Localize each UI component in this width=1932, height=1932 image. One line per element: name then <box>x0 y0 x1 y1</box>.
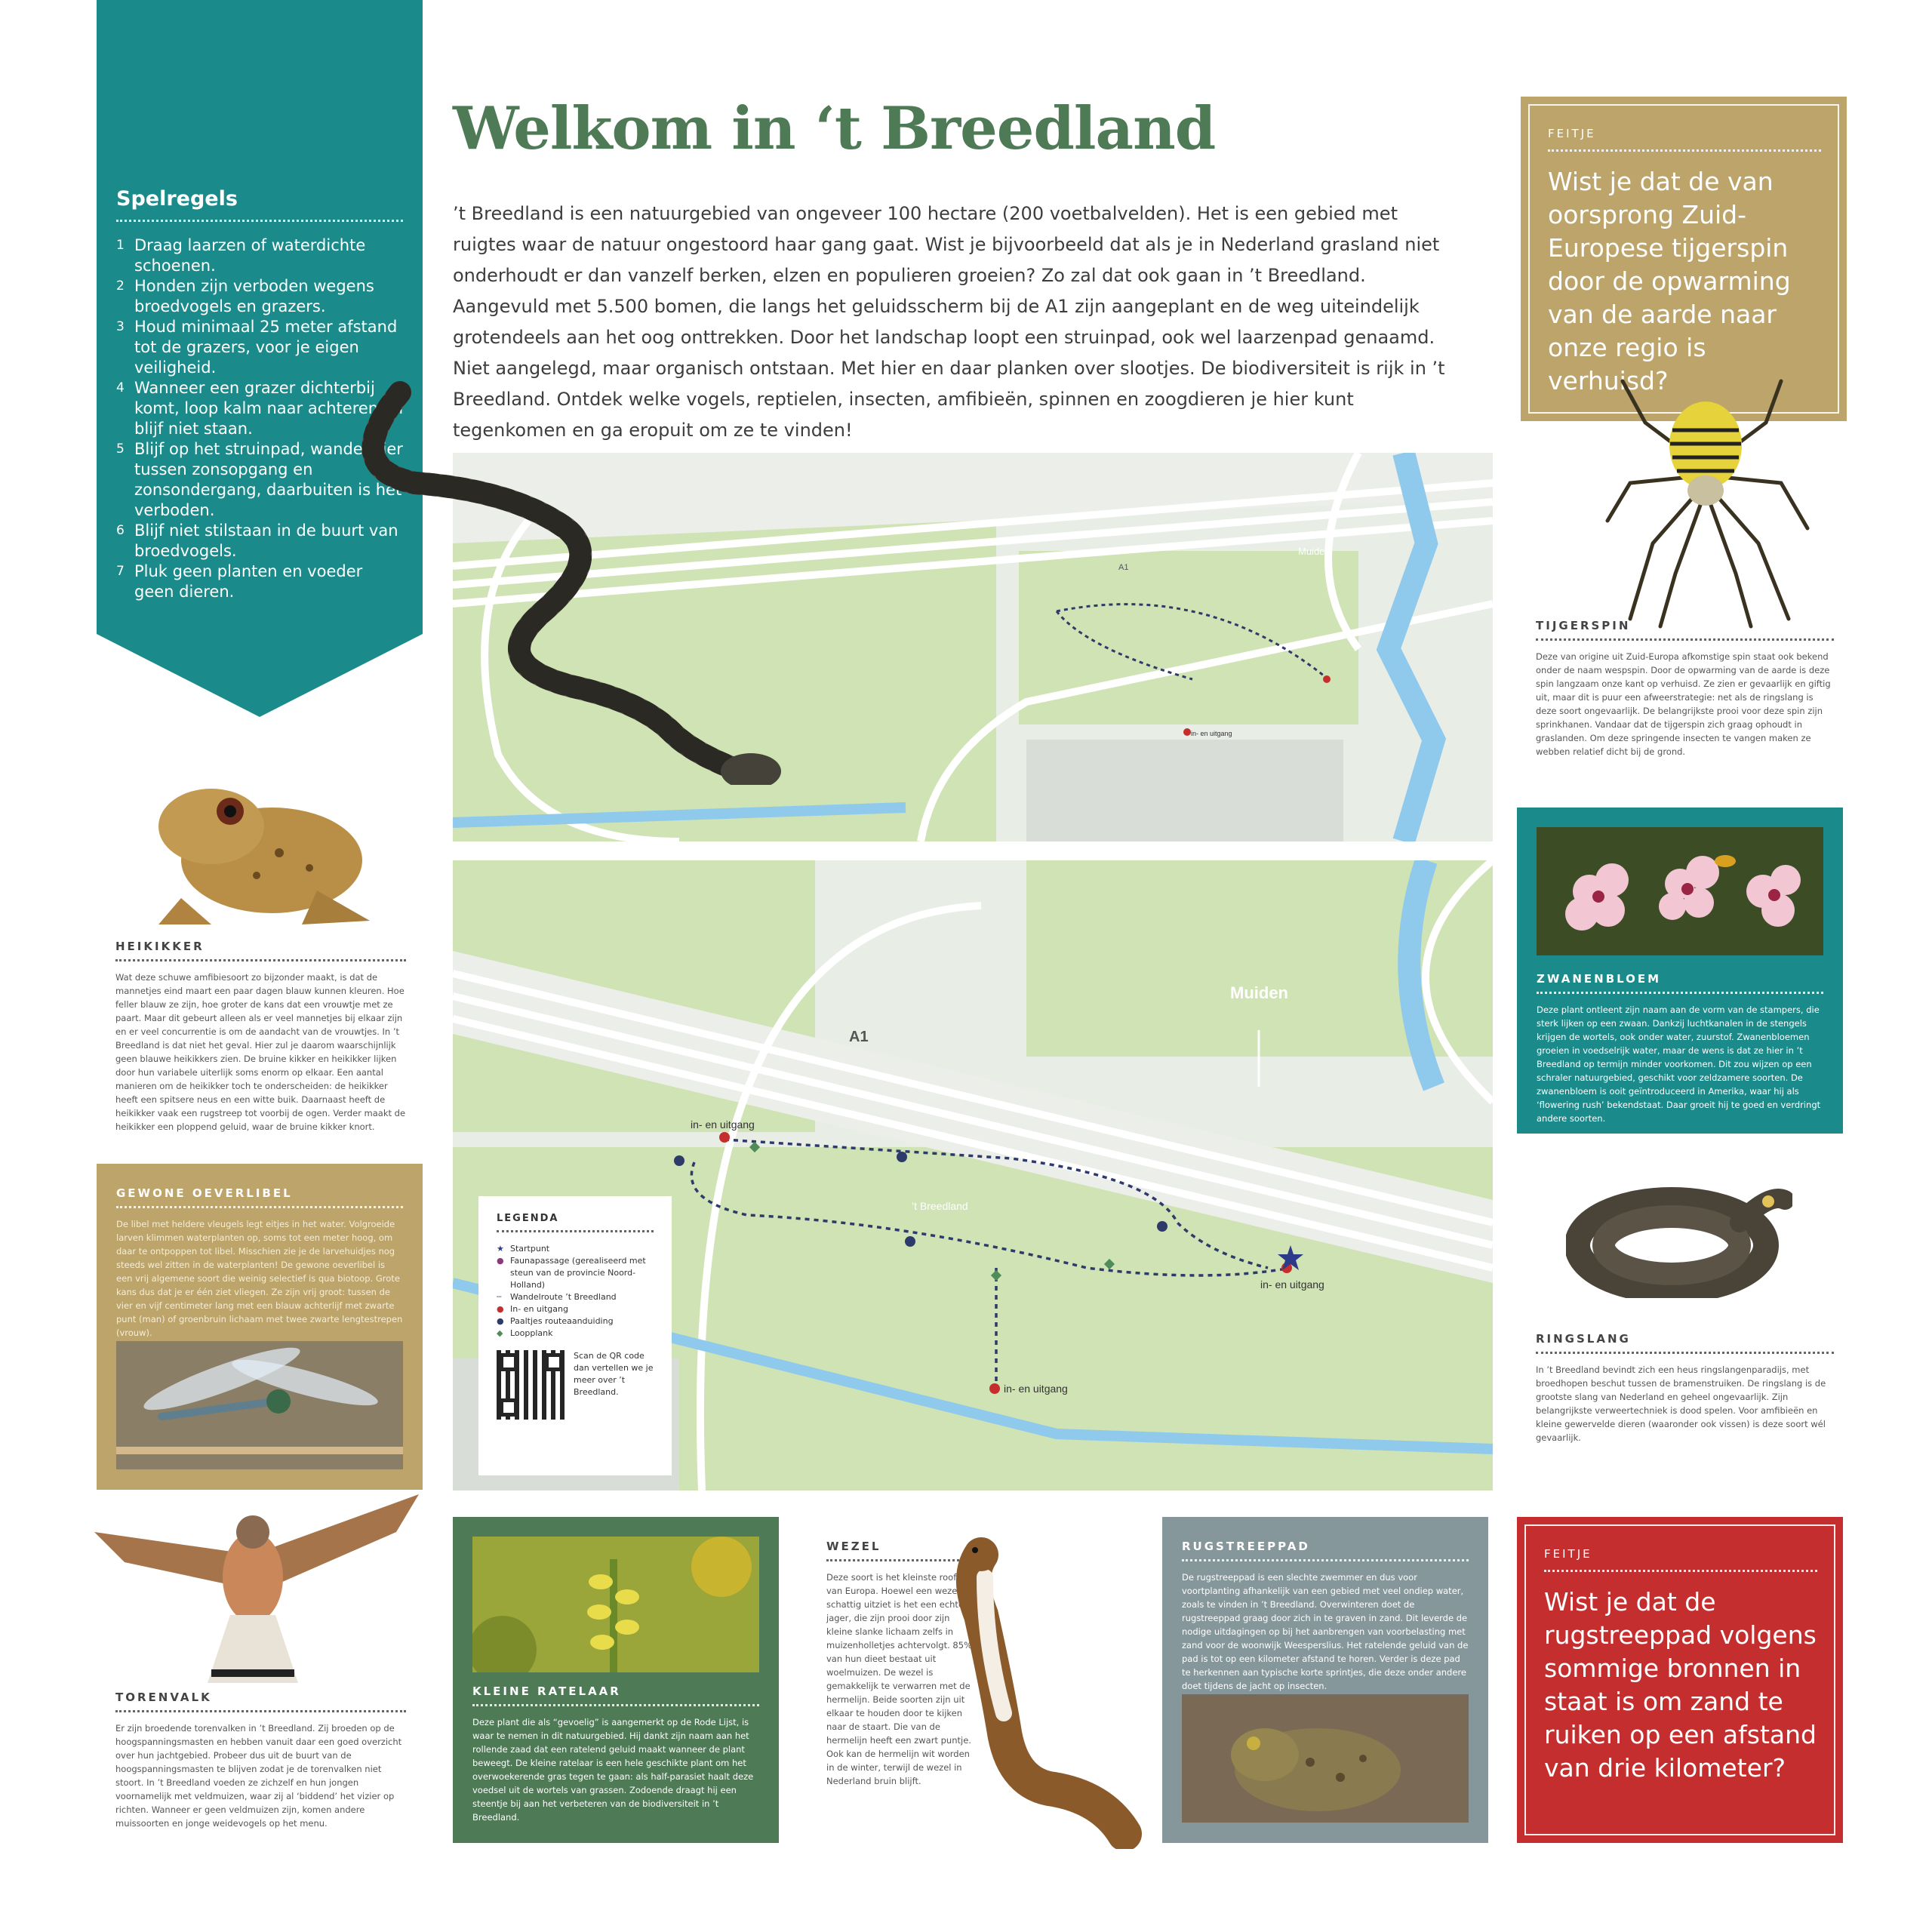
ringslang-title: RINGSLANG <box>1536 1332 1834 1354</box>
rule-item <box>116 276 403 317</box>
tijgerspin-image <box>1600 377 1811 634</box>
rule-item <box>116 235 403 276</box>
ringslang-text: In ’t Breedland bevindt zich een heus ringslangenparadijs, met broedhopen beschut tussen de bramenstruiken. De ringslang is de grootste slang van Nederland en geheel ongevaarlijk. Zijn belangrijkste verweertechniek is dood spelen. Voor amfibieën en kleine gewervelde dieren (waaronder ook vissen) is deze soort wél gevaarlijk. <box>1536 1364 1826 1443</box>
snake-image <box>355 377 928 785</box>
rule-number: 3 <box>116 319 125 334</box>
oeverlibel-box <box>97 1164 423 1490</box>
fact2-text: Wist je dat de rugstreeppad volgens sommige bronnen in staat is om zand te ruiken op een afstand van drie kilometer? <box>1544 1587 1817 1783</box>
wezel-title: WEZEL <box>826 1540 977 1561</box>
detail-map-entry-north: in- en uitgang <box>691 1118 755 1131</box>
rule-text: Blijf niet stilstaan in de buurt van broedvogels. <box>134 521 398 560</box>
rugstreeppad-image <box>1182 1694 1469 1823</box>
torenvalk-title: TORENVALK <box>115 1690 406 1712</box>
ringslang-image <box>1566 1162 1792 1298</box>
torenvalk-image <box>79 1472 426 1690</box>
torenvalk-text: Er zijn broedende torenvalken in ’t Breedland. Zij broeden op de hoogspanningsmasten en hebben vanuit daar een goed overzicht over hun jachtgebied. Probeer dus uit de buurt van de hoogspanningsmasten te blijven zodat je de torenvalken niet stoort. In ’t Breedland voeden ze zichzelf en hun jongen voornamelijk met veldmuizen, waar zij al ‘biddend’ het vizier op richten. Wanneer er geen veldmuizen zijn, komen andere muissoorten en jonge weidevogels op het menu. <box>115 1723 402 1829</box>
rule-text: Pluk geen planten en voeder geen dieren. <box>134 562 363 601</box>
legend-label: Loopplank <box>510 1328 553 1338</box>
legend-item <box>497 1291 654 1303</box>
overview-map-muiden-label: Muiden <box>1298 546 1331 557</box>
oeverlibel-image <box>116 1341 403 1469</box>
rule-number: 6 <box>116 523 125 538</box>
tijgerspin-title: TIJGERSPIN <box>1536 619 1834 641</box>
legend-symbol-icon: ● <box>497 1256 504 1266</box>
fact1-label: FEITJE <box>1548 127 1821 152</box>
rule-number: 2 <box>116 278 125 294</box>
detail-map-area-label: ’t Breedland <box>912 1200 968 1212</box>
fact1-text: Wist je dat de van oorsprong Zuid-Europese tijgerspin door de opwarming van de aarde naar onze regio is verhuisd? <box>1548 167 1791 395</box>
rule-text: Wanneer een grazer dichterbij komt, loop kalm naar achteren en blijf niet staan. <box>134 379 404 438</box>
map-legend <box>478 1196 672 1475</box>
fact-box-2 <box>1517 1517 1843 1843</box>
fact-box-1 <box>1521 97 1847 421</box>
rule-text: Houd minimaal 25 meter afstand tot de grazers, voor je eigen veiligheid. <box>134 318 398 377</box>
oeverlibel-text: De libel met heldere vleugels legt eitjes in het water. Volgroeide larven klimmen waterplanten op, soms tot een meter hoog, om daar te ontpoppen tot libel. Misschien zie je de larvehuidjes nog steeds wel zitten in de waterplanten! De gewone oeverlibel is een vrij algemene soort die weinig selectief is qua biotoop. Grote kans dus dat je er één ziet vliegen. Ze zijn vrij groot: tussen de vier en vijf centimeter lang met een blauw achterlijf met zwarte punt (man) of groenbruin lichaam met twee zwarte lengtestrepen (vrouw). <box>116 1219 403 1338</box>
legend-label: In- en uitgang <box>510 1304 568 1314</box>
legend-label: Startpunt <box>510 1244 550 1254</box>
legend-title: LEGENDA <box>497 1213 654 1232</box>
rule-item <box>116 317 403 378</box>
legend-item <box>497 1243 654 1255</box>
detail-map-entry-east: in- en uitgang <box>1260 1278 1324 1291</box>
overview-map-entry-label: in- en uitgang <box>1191 730 1232 737</box>
rule-text: Honden zijn verboden wegens broedvogels en grazers. <box>134 277 374 315</box>
legend-symbol-icon: ◆ <box>497 1328 503 1338</box>
detail-map-muiden-label: Muiden <box>1230 983 1288 1002</box>
rule-text: Draag laarzen of waterdichte schoenen. <box>134 236 366 275</box>
zwanenbloem-text: Deze plant ontleent zijn naam aan de vorm van de stampers, die sterk lijken op een zwaan. Dankzij luchtkanalen in de stengels krijgen de wortels, ook onder water, zuurstof. Zwanenbloemen groeien in voedselrijk water, maar de wens is dat ze hier in ’t Breedland op termijn minder voorkomen. Dit zou wijzen op een schraler natuurgebied, geschikt voor zeldzamere soorten. De zwanenbloem is ooit geïntroduceerd in Amerika, waar hij als ‘flowering rush’ bekendstaat. Daar groeit hij te goed en verdringt andere soorten. <box>1537 1004 1821 1124</box>
rugstreeppad-text: De rugstreeppad is een slechte zwemmer en dus voor voortplanting afhankelijk van een gebied met veel ondiep water, zoals te vinden in ’t Breedland. Overwinteren doet de rugstreeppad graag door zich in te graven in zand. Dit leverde de nodige uitdagingen op bij het aanbrengen van voorbelasting met zand voor de woonwijk Weesperslius. Het ratelende geluid van de pad is tot op een kilometer afstand te horen. Verder is deze pad te herkennen aan typische korte sprintjes, die deze onder andere doet tijdens de jacht op insecten. <box>1182 1572 1469 1691</box>
rule-number: 5 <box>116 441 125 457</box>
legend-label: Paaltjes routeaanduiding <box>510 1316 614 1326</box>
rugstreeppad-title: RUGSTREEPPAD <box>1182 1540 1469 1561</box>
legend-item <box>497 1255 654 1291</box>
heikikker-text: Wat deze schuwe amfibiesoort zo bijzonder maakt, is dat de mannetjes eind maart een paar dagen blauw kunnen kleuren. Hoe feller blauw ze zijn, hoe groter de kans dat een vrouwtje met ze paart. Maar dit gebeurt alleen als er veel mannetjes bij elkaar zijn en er veel concurrentie is om de aandacht van de vrouwtjes. In ’t Breedland is dat niet het geval. Hier zul je daarom waarschijnlijk geen blauwe heikikkers zien. De bruine kikker en heikikker lijken door hun variabele uiterlijk soms enorm op elkaar. Een aantal manieren om de heikikker toch te onderscheiden: de heikikker heeft een spitsere neus en een witte buik. Daarnaast heeft de heikikker vaak een rugstreep tot voorbij de ogen. Verder maakt de heikikker een ploppend geluid, waar de bruine kikker knort. <box>115 972 406 1132</box>
legend-label: Wandelroute ’t Breedland <box>510 1292 617 1302</box>
fact2-label: FEITJE <box>1544 1547 1817 1572</box>
legend-item <box>497 1315 654 1327</box>
wezel-text: Deze soort is het kleinste roofdier van Europa. Hoewel een wezel er schattig uitziet is het een echte jager, die zijn prooi door zijn kleine slanke lichaam zelfs in muizenholletjes achtervolgt. 85% van hun dieet bestaat uit woelmuizen. De wezel is gemakkelijk te verwarren met de hermelijn. Beide soorten zijn uit elkaar te houden door te kijken naar de staart. Die van de hermelijn heeft een zwart puntje. Ook kan de hermelijn wit worden in de winter, terwijl de wezel in Nederland bruin blijft. <box>826 1572 974 1786</box>
legend-list <box>497 1243 654 1340</box>
rule-text: Blijf op het struinpad, wandel hier tussen zonsopgang en zonsondergang, daarbuiten is het verboden. <box>134 440 403 519</box>
legend-symbol-icon: ★ <box>497 1244 504 1254</box>
qr-caption: Scan de QR code dan vertellen we je meer over ’t Breedland. <box>574 1351 654 1397</box>
rules-heading: Spelregels <box>116 187 403 222</box>
zwanenbloem-image <box>1537 827 1823 955</box>
ratelaar-box <box>453 1517 779 1843</box>
detail-map-entry-south: in- en uitgang <box>1004 1383 1068 1395</box>
qr-code[interactable] <box>497 1350 566 1420</box>
rule-number: 1 <box>116 238 125 253</box>
rule-number: 4 <box>116 380 125 395</box>
wezel-image <box>951 1532 1162 1849</box>
legend-symbol-icon: ┄ <box>497 1292 502 1302</box>
rugstreeppad-box <box>1162 1517 1488 1843</box>
overview-map-road-label: A1 <box>1118 563 1129 572</box>
oeverlibel-title: GEWONE OEVERLIBEL <box>116 1186 403 1208</box>
legend-item <box>497 1327 654 1340</box>
ratelaar-text: Deze plant die als “gevoelig” is aangemerkt op de Rode Lijst, is waar te nemen in dit natuurgebied. Hij dankt zijn naam aan het rollende zaad dat een ratelend geluid maakt wanneer de plant beweegt. De kleine ratelaar is een hele geschikte plant om het overwoekerende gras tegen te gaan: als half-parasiet haalt deze voedsel uit de wortels van grassen. Zodoende draagt hij een steentje bij aan het verbeteren van de biodiversiteit in ’t Breedland. <box>472 1717 754 1823</box>
legend-item <box>497 1303 654 1315</box>
legend-symbol-icon: ● <box>497 1316 504 1326</box>
zwanenbloem-title: ZWANENBLOEM <box>1537 972 1823 994</box>
legend-symbol-icon: ● <box>497 1304 504 1314</box>
intro-text: ’t Breedland is een natuurgebied van ongeveer 100 hectare (200 voetbalvelden). Het is een gebied met ruigtes waar de natuur ongestoord haar gang gaat. Wist je bijvoorbeeld dat als je in Nederland grasland niet onderhoudt er dan vanzelf berken, elzen en populieren groeien? Zo zal dat ook gaan in ’t Breedland. Aangevuld met 5.500 bomen, die langs het geluidsscherm bij de A1 zijn aangeplant en de weg uiteindelijk grotendeels aan het oog onttrekken. Door het landschap loopt een struinpad, ook wel laarzenpad genaamd. Niet aangelegd, maar organisch ontstaan. Met hier en daar planken over slootjes. De biodiversiteit is rijk in ’t Breedland. Ontdek welke vogels, reptielen, insecten, amfibieën, spinnen en zoogdieren je hier kunt tegenkomen en ga eropuit om ze te vinden! <box>453 203 1445 441</box>
heikikker-title: HEIKIKKER <box>115 940 406 961</box>
detail-map-road-label: A1 <box>849 1029 869 1045</box>
tijgerspin-text: Deze van origine uit Zuid-Europa afkomstige spin staat ook bekend onder de naam wespspin. Door de opwarming van de aarde is deze spin langzaam onze kant op verhuisd. Ze zien er gevaarlijk en giftig uit, maar dit is puur een afweerstrategie: net als de ringslang is deze soort ongevaarlijk. De belangrijkste prooi voor deze spin zijn sprinkhanen. Vandaar dat de tijgerspin zich graag ophoudt in graslanden. Om deze springende insecten te vangen maken ze webben relatief dicht bij de grond. <box>1536 651 1831 757</box>
page-title: Welkom in ‘t Breedland <box>453 94 1216 163</box>
ratelaar-image <box>472 1537 759 1672</box>
ratelaar-title: KLEINE RATELAAR <box>472 1684 759 1706</box>
zwanenbloem-box <box>1517 808 1843 1134</box>
rule-number: 7 <box>116 564 125 579</box>
legend-label: Faunapassage (gerealiseerd met steun van de provincie Noord-Holland) <box>510 1256 646 1290</box>
